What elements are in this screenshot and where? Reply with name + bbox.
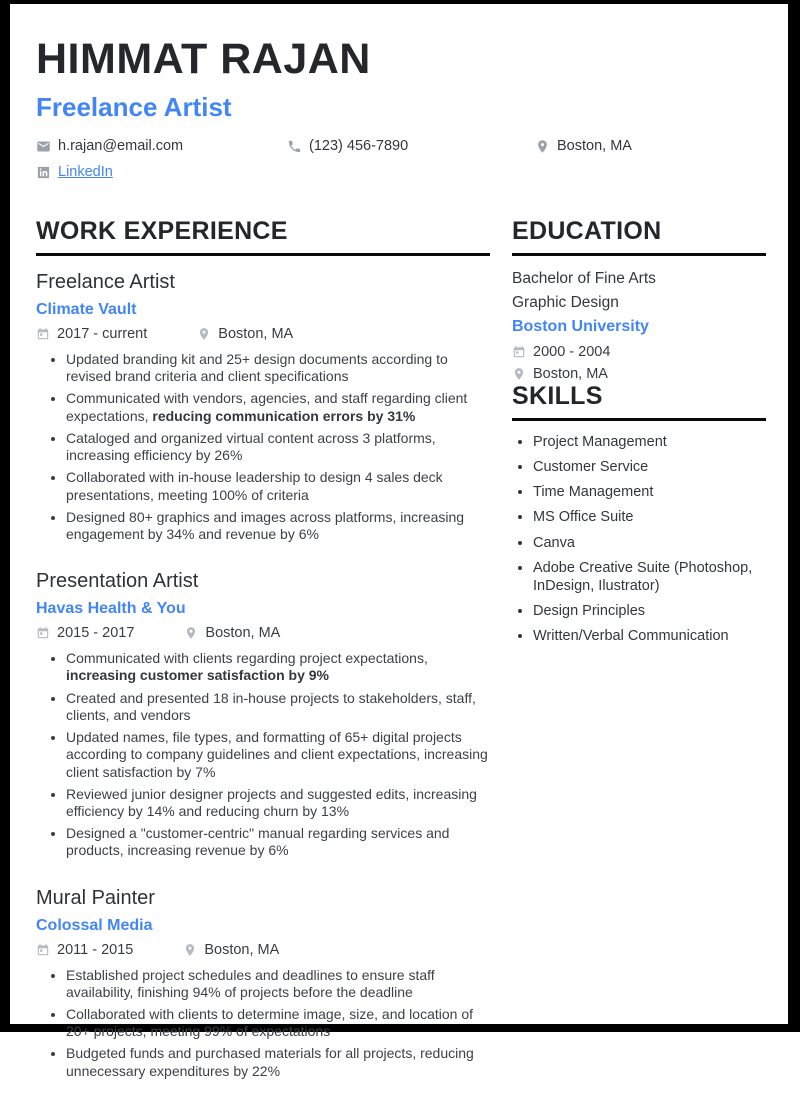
job-title: Freelance Artist bbox=[36, 271, 175, 293]
education-entry bbox=[512, 270, 766, 382]
bullet-item: • Communicated with vendors, agencies, and staff regarding client expectations, reducing communication errors by 31% bbox=[66, 390, 490, 424]
job-bullets bbox=[36, 967, 490, 1080]
job-dates bbox=[36, 326, 147, 342]
job-title: Mural Painter bbox=[36, 886, 155, 909]
job-meta bbox=[36, 942, 490, 958]
company-name: Havas Health & You bbox=[36, 600, 186, 618]
map-pin-icon bbox=[183, 943, 197, 957]
location-text: Boston, MA bbox=[557, 138, 632, 154]
contact-row bbox=[36, 138, 766, 154]
job-entry bbox=[36, 271, 490, 543]
company-name: Colossal Media bbox=[36, 916, 153, 934]
job-entry bbox=[36, 887, 490, 1080]
skill-item: • Written/Verbal Communication bbox=[533, 627, 766, 645]
calendar-icon bbox=[512, 345, 526, 359]
job-meta bbox=[36, 625, 490, 641]
job-location bbox=[197, 326, 293, 342]
job-bullets bbox=[36, 351, 490, 543]
bullet-item: • Established project schedules and deadlines to ensure staff availability, finishing 94% of projects before the deadline bbox=[66, 967, 490, 1001]
skill-item: • MS Office Suite bbox=[533, 508, 766, 526]
job-location-text: Boston, MA bbox=[218, 326, 294, 342]
job-meta bbox=[36, 326, 490, 342]
email-text: h.rajan@email.com bbox=[58, 138, 184, 154]
bullet-item: • Cataloged and organized virtual content across 3 platforms, increasing efficiency by 26% bbox=[66, 430, 490, 464]
job-location-text: Boston, MA bbox=[204, 941, 280, 958]
bullet-item: • Budgeted funds and purchased materials for all projects, reducing unnecessary expenditures by 22% bbox=[66, 1045, 490, 1079]
skill-item: • Design Principles bbox=[533, 602, 766, 620]
calendar-icon bbox=[36, 327, 50, 341]
bullet-item: • Communicated with clients regarding project expectations, increasing customer satisfaction by 9% bbox=[66, 650, 490, 684]
linkedin-link[interactable]: LinkedIn bbox=[58, 164, 113, 180]
education-heading: EDUCATION bbox=[512, 217, 766, 256]
skill-item: • Customer Service bbox=[533, 458, 766, 476]
skill-item: • Project Management bbox=[533, 433, 766, 451]
bullet-item: • Updated names, file types, and formatting of 65+ digital projects according to company guidelines and client expectations, increasing client satisfaction by 7% bbox=[66, 729, 490, 781]
envelope-icon bbox=[36, 139, 51, 154]
education-dates bbox=[512, 344, 766, 360]
job-dates bbox=[36, 625, 134, 641]
job-dates-text: 2011 - 2015 bbox=[57, 941, 134, 958]
calendar-icon bbox=[36, 626, 50, 640]
resume-columns bbox=[36, 217, 766, 1107]
phone-receiver-icon bbox=[287, 139, 302, 154]
person-name: HIMMAT RAJAN bbox=[36, 35, 371, 83]
contact-phone bbox=[287, 138, 535, 154]
skills-list bbox=[512, 433, 766, 645]
job-location bbox=[183, 942, 279, 958]
education-location-text: Boston, MA bbox=[533, 366, 608, 382]
work-experience-heading: WORK EXPERIENCE bbox=[36, 217, 490, 256]
map-pin-icon bbox=[535, 139, 550, 154]
sidebar-column bbox=[512, 217, 766, 1107]
bullet-item: • Collaborated with in-house leadership to design 4 sales deck presentations, meeting 100% of criteria bbox=[66, 469, 490, 503]
job-location-text: Boston, MA bbox=[205, 625, 281, 642]
contact-email bbox=[36, 138, 287, 154]
school-name: Boston University bbox=[512, 318, 649, 335]
field-of-study: Graphic Design bbox=[512, 294, 619, 311]
phone-text: (123) 456-7890 bbox=[309, 138, 409, 154]
headline-job-title: Freelance Artist bbox=[36, 92, 232, 122]
education-meta bbox=[512, 344, 766, 382]
resume-header bbox=[36, 35, 766, 180]
degree: Bachelor of Fine Arts bbox=[512, 270, 656, 287]
company-name: Climate Vault bbox=[36, 301, 137, 318]
bullet-item: • Collaborated with clients to determine image, size, and location of 20+ projects, meeting 99% of expectations bbox=[66, 1006, 490, 1040]
bullet-item: • Updated branding kit and 25+ design documents according to revised brand criteria and client specifications bbox=[66, 351, 490, 385]
map-pin-icon bbox=[184, 626, 198, 640]
skills-heading: SKILLS bbox=[512, 382, 766, 421]
job-dates bbox=[36, 942, 133, 958]
map-pin-icon bbox=[512, 367, 526, 381]
contact-linkedin bbox=[36, 164, 766, 180]
job-dates-text: 2015 - 2017 bbox=[57, 625, 135, 642]
bullet-item: • Designed a "customer-centric" manual regarding services and products, increasing revenue by 6% bbox=[66, 825, 490, 859]
skill-item: • Canva bbox=[533, 534, 766, 552]
work-experience-column bbox=[36, 217, 490, 1107]
linkedin-square-icon bbox=[36, 165, 51, 180]
bullet-item: • Created and presented 18 in-house projects to stakeholders, staff, clients, and vendors bbox=[66, 690, 490, 724]
contact-location bbox=[535, 138, 766, 154]
bullet-item: • Designed 80+ graphics and images across platforms, increasing engagement by 34% and revenue by 6% bbox=[66, 509, 490, 543]
job-dates-text: 2017 - current bbox=[57, 326, 148, 342]
skill-item: • Adobe Creative Suite (Photoshop, InDesign, Ilustrator) bbox=[533, 559, 766, 595]
education-location bbox=[512, 366, 766, 382]
map-pin-icon bbox=[197, 327, 211, 341]
job-location bbox=[184, 625, 280, 641]
skill-item: • Time Management bbox=[533, 483, 766, 501]
calendar-icon bbox=[36, 943, 50, 957]
job-bullets bbox=[36, 650, 490, 859]
education-dates-text: 2000 - 2004 bbox=[533, 344, 611, 360]
job-title: Presentation Artist bbox=[36, 570, 199, 593]
bullet-item: • Reviewed junior designer projects and suggested edits, increasing efficiency by 14% and reducing churn by 13% bbox=[66, 786, 490, 820]
job-entry bbox=[36, 570, 490, 859]
